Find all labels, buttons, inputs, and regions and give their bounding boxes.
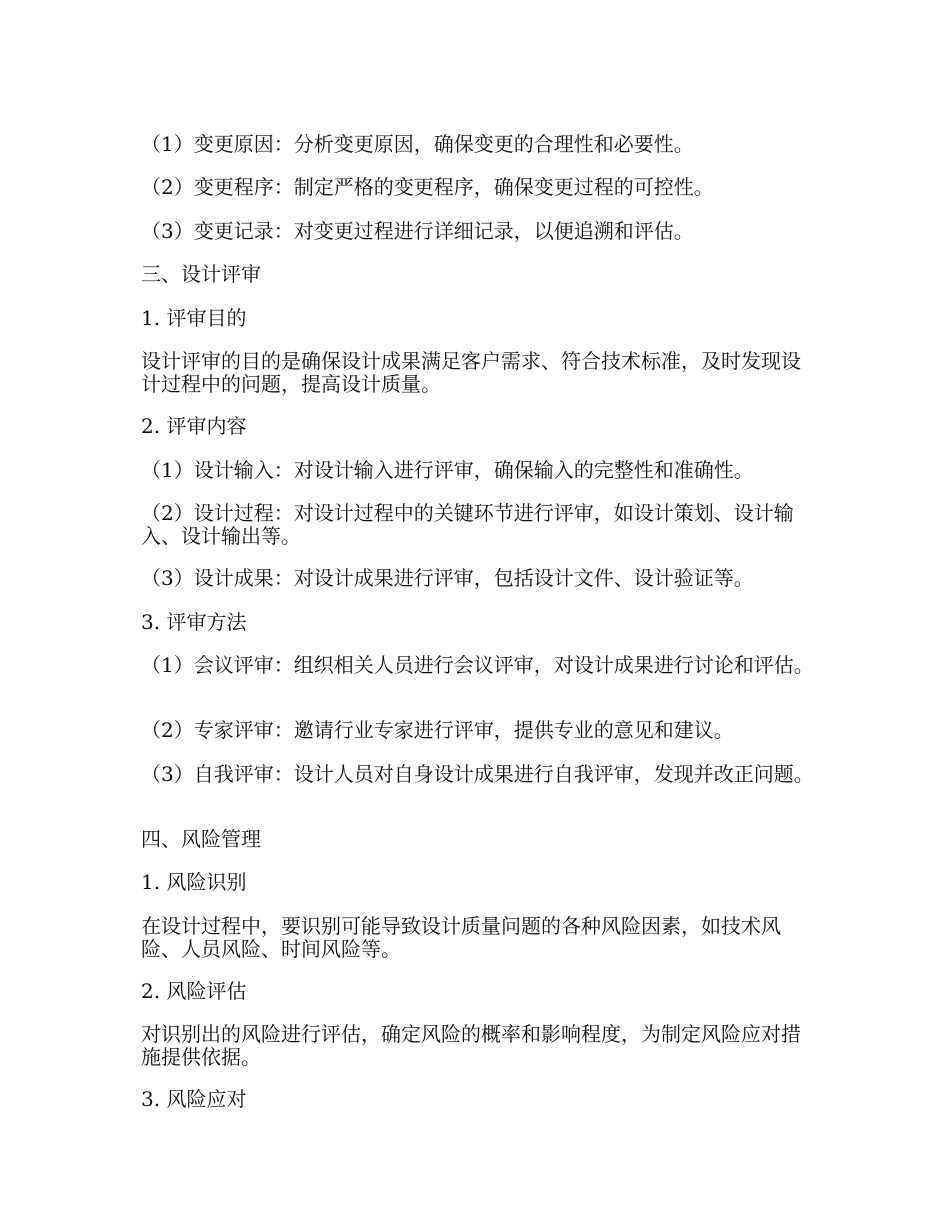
- subheading-risk-assessment: 2. 风险评估: [141, 979, 247, 1003]
- subheading-review-method: 3. 评审方法: [141, 610, 247, 634]
- section-heading-design-review: 三、设计评审: [141, 262, 261, 286]
- paragraph-design-process: （2）设计过程：对设计过程中的关键环节进行评审，如设计策划、设计输入、设计输出等。: [141, 501, 794, 548]
- paragraph-design-input: （1）设计输入：对设计输入进行评审，确保输入的完整性和准确性。: [141, 458, 754, 482]
- paragraph-self-review: （3）自我评审：设计人员对自身设计成果进行自我评审，发现并改正问题。: [141, 762, 814, 786]
- paragraph-change-reason: （1）变更原因：分析变更原因，确保变更的合理性和必要性。: [141, 132, 694, 156]
- subheading-risk-response: 3. 风险应对: [141, 1087, 247, 1111]
- subheading-review-purpose: 1. 评审目的: [141, 306, 247, 330]
- subheading-review-content: 2. 评审内容: [141, 414, 247, 438]
- paragraph-expert-review: （2）专家评审：邀请行业专家进行评审，提供专业的意见和建议。: [141, 718, 734, 742]
- paragraph-meeting-review: （1）会议评审：组织相关人员进行会议评审，对设计成果进行讨论和评估。: [141, 653, 814, 677]
- paragraph-review-purpose: 设计评审的目的是确保设计成果满足客户需求、符合技术标准，及时发现设计过程中的问题，提高设计质量。: [141, 349, 801, 396]
- subheading-risk-identification: 1. 风险识别: [141, 870, 247, 894]
- paragraph-design-result: （3）设计成果：对设计成果进行评审，包括设计文件、设计验证等。: [141, 566, 754, 590]
- paragraph-risk-identification: 在设计过程中，要识别可能导致设计质量问题的各种风险因素，如技术风险、人员风险、时间风险等。: [141, 914, 781, 961]
- paragraph-change-record: （3）变更记录：对变更过程进行详细记录，以便追溯和评估。: [141, 219, 694, 243]
- paragraph-risk-assessment: 对识别出的风险进行评估，确定风险的概率和影响程度，为制定风险应对措施提供依据。: [141, 1022, 801, 1069]
- paragraph-change-procedure: （2）变更程序：制定严格的变更程序，确保变更过程的可控性。: [141, 175, 714, 199]
- section-heading-risk-management: 四、风险管理: [141, 827, 261, 851]
